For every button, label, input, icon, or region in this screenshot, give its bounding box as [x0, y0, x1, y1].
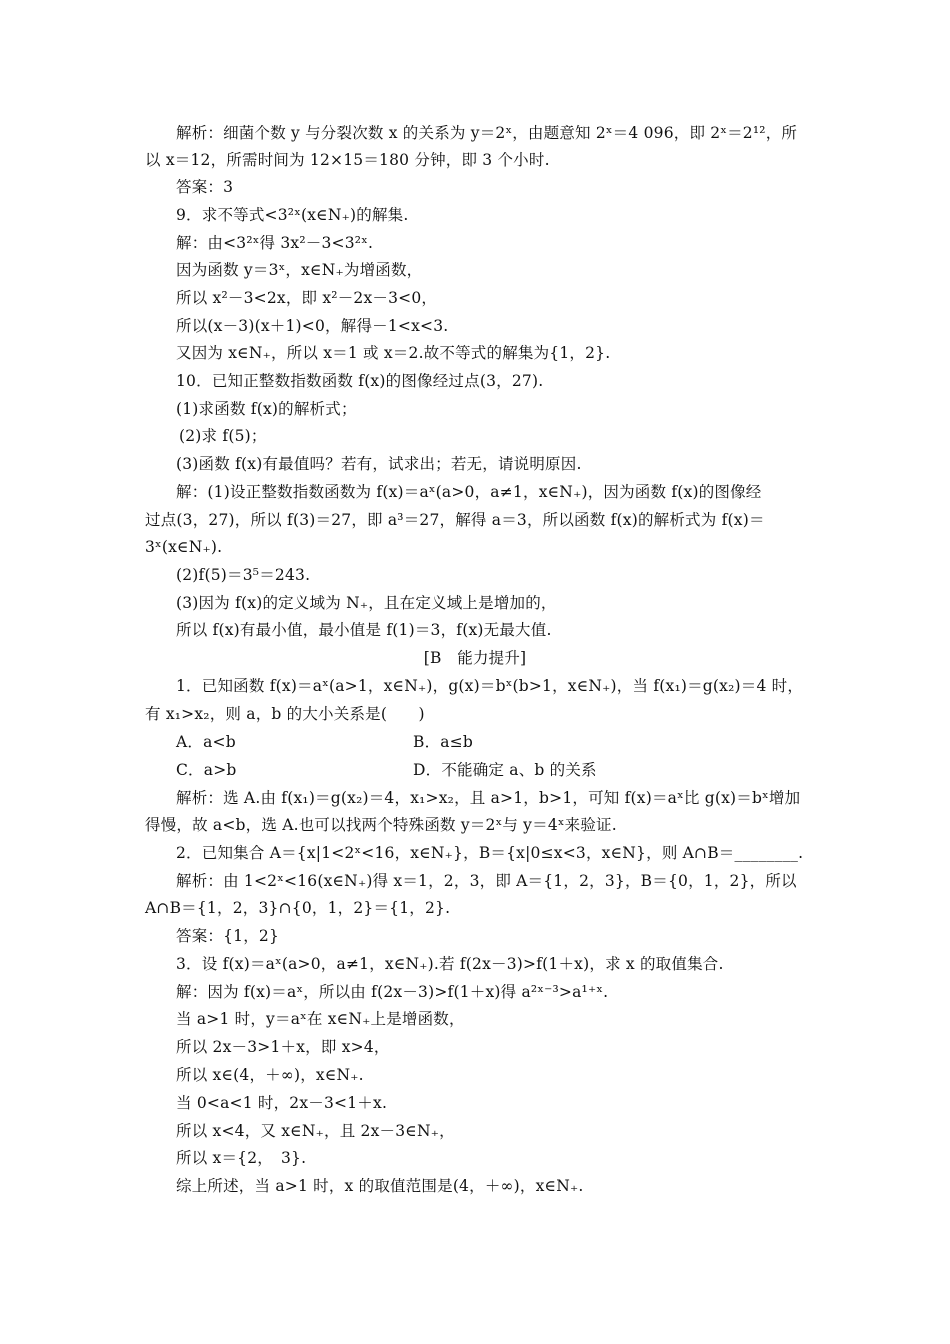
text-line: (2)f(5)＝3⁵＝243.	[176, 566, 311, 584]
text-line: 2．已知集合 A＝{x|1<2ˣ<16，x∈N₊}，B＝{x|0≤x<3，x∈N}，则 A∩B＝________.	[176, 844, 804, 862]
text-line: 答案：3	[176, 178, 234, 196]
text-line: 又因为 x∈N₊，所以 x＝1 或 x＝2.故不等式的解集为{1，2}.	[176, 344, 611, 362]
text-line: 9．求不等式<3²ˣ(x∈N₊)的解集.	[176, 206, 409, 224]
text-line: 答案：{1，2}	[176, 927, 280, 945]
text-line: 所以 x∈(4，＋∞)，x∈N₊.	[176, 1066, 364, 1084]
text-line: 得慢，故 a<b，选 A.也可以找两个特殊函数 y＝2ˣ与 y＝4ˣ来验证.	[145, 816, 617, 834]
text-line: (3)因为 f(x)的定义域为 N₊，且在定义域上是增加的，	[176, 594, 557, 612]
text-line: 以 x＝12，所需时间为 12×15＝180 分钟，即 3 个小时.	[145, 151, 550, 169]
option-c: C．a>b	[176, 761, 237, 779]
text-line: 所以 x<4，又 x∈N₊，且 2x－3∈N₊，	[176, 1122, 455, 1140]
text-line: 过点(3，27)，所以 f(3)＝27，即 a³＝27，解得 a＝3，所以函数 f(x)的解析式为 f(x)＝	[145, 511, 765, 529]
text-line: 解析：选 A.由 f(x₁)＝g(x₂)＝4，x₁>x₂，且 a>1，b>1，可知 f(x)＝aˣ比 g(x)＝bˣ增加	[176, 789, 801, 807]
text-line: 3．设 f(x)＝aˣ(a>0，a≠1，x∈N₊).若 f(2x－3)>f(1＋x)，求 x 的取值集合.	[176, 955, 724, 973]
text-line: 所以(x－3)(x＋1)<0，解得－1<x<3.	[176, 317, 449, 335]
section-heading: [B 能力提升]	[423, 649, 527, 667]
text-line: 所以 f(x)有最小值，最小值是 f(1)＝3，f(x)无最大值.	[176, 621, 552, 639]
text-line: 所以 2x－3>1＋x，即 x>4，	[176, 1038, 390, 1056]
text-line: 当 0<a<1 时，2x－3<1＋x.	[176, 1094, 388, 1112]
text-line: 解析：细菌个数 y 与分裂次数 x 的关系为 y＝2ˣ，由题意知 2ˣ＝4 096，即 2ˣ＝2¹²，所	[176, 124, 798, 142]
text-line: 10．已知正整数指数函数 f(x)的图像经过点(3，27).	[176, 372, 544, 390]
text-line: A∩B＝{1，2，3}∩{0，1，2}＝{1，2}.	[145, 899, 451, 917]
text-line: 解：由<3²ˣ得 3x²－3<3²ˣ.	[176, 234, 374, 252]
text-line: 解析：由 1<2ˣ<16(x∈N₊)得 x＝1，2，3，即 A＝{1，2，3}，B＝{0，1，2}，所以	[176, 872, 797, 890]
text-line: 有 x₁>x₂，则 a，b 的大小关系是( )	[145, 705, 425, 723]
text-line: 因为函数 y＝3ˣ，x∈N₊为增函数，	[176, 261, 423, 279]
text-line: 当 a>1 时，y＝aˣ在 x∈N₊上是增函数，	[176, 1010, 465, 1028]
option-b: B．a≤b	[413, 733, 474, 751]
option-a: A．a<b	[176, 733, 236, 751]
option-d: D．不能确定 a、b 的关系	[413, 761, 597, 779]
text-line: 综上所述，当 a>1 时，x 的取值范围是(4，＋∞)，x∈N₊.	[176, 1177, 584, 1195]
text-line: (3)函数 f(x)有最值吗？若有，试求出；若无，请说明原因.	[176, 455, 582, 473]
text-line: 所以 x²－3<2x，即 x²－2x－3<0，	[176, 289, 438, 307]
text-line: 1．已知函数 f(x)＝aˣ(a>1，x∈N₊)，g(x)＝bˣ(b>1，x∈N₊)，当 f(x₁)＝g(x₂)＝4 时，	[176, 677, 804, 695]
text-line: (1)求函数 f(x)的解析式；	[176, 400, 357, 418]
text-line: 3ˣ(x∈N₊).	[145, 538, 223, 556]
text-line: (2)求 f(5)；	[179, 427, 267, 445]
text-line: 解：因为 f(x)＝aˣ，所以由 f(2x－3)>f(1＋x)得 a²ˣ⁻³>a¹⁺ˣ.	[176, 983, 609, 1001]
text-line: 所以 x＝{2， 3}.	[176, 1149, 307, 1167]
text-line: 解：(1)设正整数指数函数为 f(x)＝aˣ(a>0，a≠1，x∈N₊)，因为函数 f(x)的图像经	[176, 483, 762, 501]
